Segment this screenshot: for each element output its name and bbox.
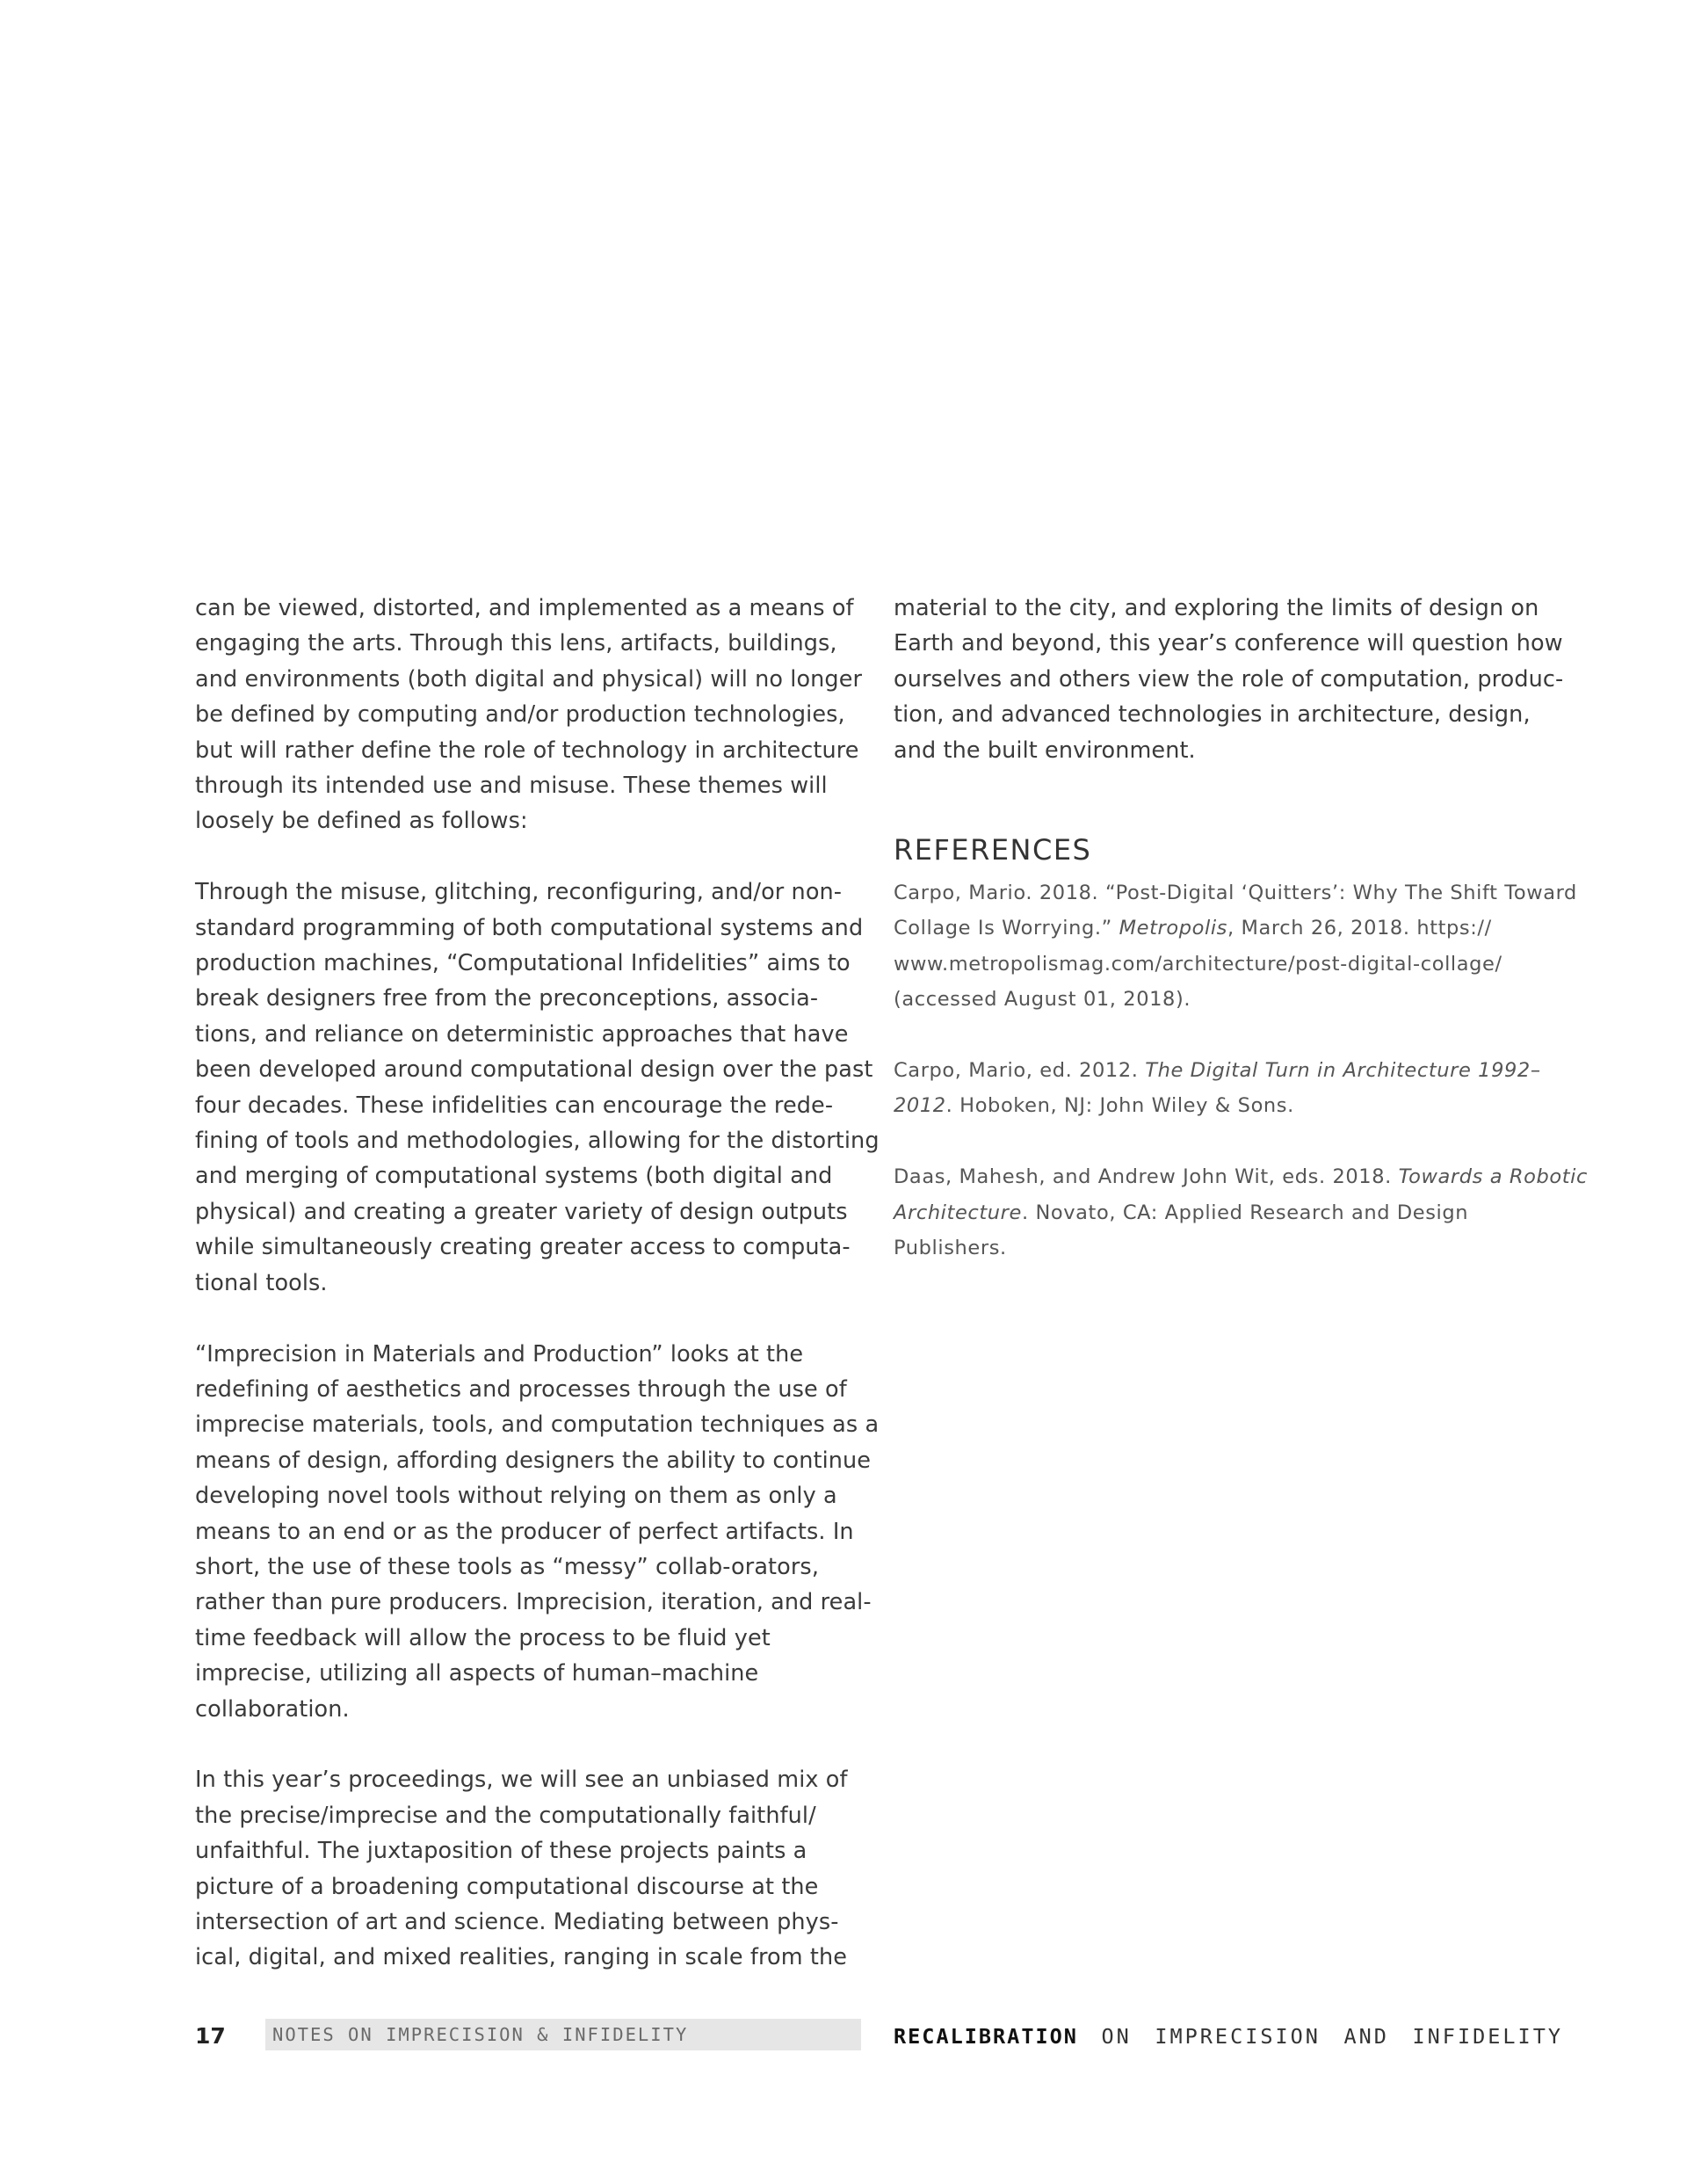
reference-text: , March 26, 2018. https:// www.metropolismag.com/architecture/post-digital-collage/ (accessed August 01, 2018). bbox=[894, 917, 1502, 1012]
references-list bbox=[894, 875, 1588, 1266]
right-text-column bbox=[894, 591, 1579, 768]
chapter-label: NOTES ON IMPRECISION & INFIDELITY bbox=[272, 2024, 689, 2045]
reference-title: Metropolis bbox=[1119, 917, 1227, 940]
body-paragraph: “Imprecision in Materials and Production” looks at the redefining of aesthetics and processes through the use of imprecise materials, tools, and computation techniques as a means of design, affording designers the ability to continue developing novel tools without relying on them as only a means to an end or as the producer of perfect artifacts. In short, the use of these tools as “messy” collab-orators, rather than pure producers. Imprecision, iteration, and real-time feedback will allow the process to be fluid yet imprecise, utilizing all aspects of human–machine collaboration. bbox=[195, 1340, 880, 1723]
chapter-label-bar bbox=[265, 2019, 861, 2050]
reference-item bbox=[894, 1159, 1588, 1266]
book-title-word: ON bbox=[1101, 2024, 1132, 2049]
reference-text: . Novato, CA: Applied Research and Design Publishers. bbox=[894, 1201, 1469, 1260]
body-paragraph: Through the misuse, glitching, reconfiguring, and/or non-standard programming of both computational systems and production machines, “Computational Infidelities” aims to break designers free from the preconceptions, associa-tions, and reliance on deterministic approaches that have been developed around computational design over the past four decades. These infidelities can encourage the rede-fining of tools and methodologies, allowing for the distorting and merging of computational systems (both digital and physical) and creating a greater variety of design outputs while simultaneously creating greater access to computa-tional tools. bbox=[195, 879, 880, 1296]
body-paragraph: In this year’s proceedings, we will see an unbiased mix of the precise/imprecise and the computationally faithful/ unfaithful. The juxtaposition of these projects paints a picture of a broadening computational discourse at the intersection of art and science. Mediating between phys-ical, digital, and mixed realities, ranging in scale from the bbox=[195, 1767, 848, 1971]
page-number: 17 bbox=[195, 2023, 226, 2049]
book-title-strong: RECALIBRATION bbox=[894, 2024, 1078, 2049]
book-title-word: INFIDELITY bbox=[1412, 2024, 1563, 2049]
book-title-word: IMPRECISION bbox=[1155, 2024, 1321, 2049]
left-text-column bbox=[195, 591, 880, 1976]
reference-text: Carpo, Mario, ed. 2012. bbox=[894, 1059, 1146, 1083]
body-paragraph: can be viewed, distorted, and implemented as a means of engaging the arts. Through this lens, artifacts, buildings, and environments (both digital and physical) will no longer be defined by computing and/or production technologies, but will rather define the role of technology in architecture through its intended use and misuse. These themes will loosely be defined as follows: bbox=[195, 595, 863, 835]
reference-item bbox=[894, 875, 1588, 1018]
reference-text: . Hoboken, NJ: John Wiley & Sons. bbox=[945, 1094, 1294, 1118]
book-title-word: AND bbox=[1343, 2024, 1389, 2049]
page-footer bbox=[0, 2019, 1687, 2054]
reference-text: Carpo, Mario. 2018. “Post-Digital ‘Quitters’: Why The Shift Toward Collage Is Worrying.” bbox=[894, 882, 1577, 940]
reference-item bbox=[894, 1053, 1588, 1124]
references-heading: REFERENCES bbox=[894, 833, 1092, 867]
reference-text: Daas, Mahesh, and Andrew John Wit, eds. 2018. bbox=[894, 1165, 1399, 1189]
book-title bbox=[894, 2019, 1563, 2054]
reference-title: The Digital Turn in Architecture 1992–2012 bbox=[894, 1059, 1541, 1118]
reference-title: Towards a Robotic Architecture bbox=[894, 1165, 1588, 1224]
body-paragraph: material to the city, and exploring the limits of design on Earth and beyond, this year’s conference will question how ourselves and others view the role of computation, produc-tion, and advanced technologies in architecture, design, and the built environment. bbox=[894, 595, 1564, 764]
